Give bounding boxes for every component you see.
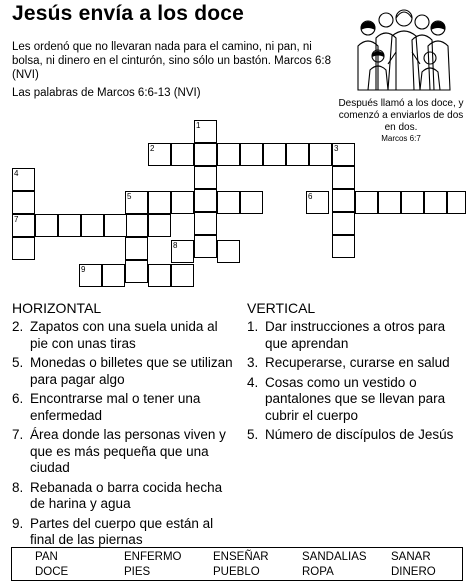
crossword-cell[interactable] (332, 212, 355, 235)
word-bank-word: ROPA (302, 566, 334, 578)
crossword-cell[interactable] (332, 235, 355, 258)
horizontal-heading: HORIZONTAL (12, 300, 102, 316)
crossword-cell[interactable] (194, 120, 217, 143)
word-bank-word: SANAR (391, 551, 431, 563)
clue-text: Área donde las personas viven y que es más pequeña que una ciudad (30, 427, 226, 475)
word-bank-word: PIES (124, 566, 151, 578)
clue-item (247, 319, 462, 352)
page-title: Jesús envía a los doce (12, 2, 245, 25)
clue-item (247, 427, 462, 444)
crossword-cell[interactable] (148, 143, 171, 166)
crossword-cell[interactable] (148, 264, 171, 287)
crossword-cell[interactable] (102, 264, 125, 287)
clue-label: 6. (12, 391, 24, 406)
crossword-cell[interactable] (194, 212, 217, 235)
clue-number: 7 (14, 215, 19, 224)
crossword-cell[interactable] (332, 143, 355, 166)
crossword-cell[interactable] (79, 264, 102, 287)
word-bank-word: SANDALIAS (302, 551, 367, 563)
horizontal-clue-list (12, 319, 234, 552)
clue-item (12, 480, 234, 513)
crossword-cell[interactable] (286, 143, 309, 166)
crossword-cell[interactable] (332, 166, 355, 189)
clue-number: 8 (173, 241, 178, 250)
clue-label: 1. (247, 319, 259, 334)
clue-number: 6 (308, 192, 313, 201)
clue-item (12, 516, 234, 549)
crossword-cell[interactable] (171, 191, 194, 214)
clue-text: Cosas como un vestido o pantalones que se llevan para cubrir el cuerpo (265, 374, 446, 423)
crossword-cell[interactable] (447, 191, 466, 214)
clue-label: 8. (12, 479, 24, 495)
clue-text: Número de discípulos de Jesús (265, 427, 454, 442)
word-bank (11, 547, 463, 581)
clue-text: Monedas o billetes que se utilizan para pagar algo (30, 355, 233, 387)
crossword-cell[interactable] (148, 191, 171, 214)
vertical-clue-list (247, 319, 462, 447)
crossword-cell[interactable] (171, 264, 194, 287)
clue-item (247, 375, 462, 425)
clue-label: 3. (247, 355, 259, 370)
clue-item (247, 355, 462, 372)
clue-number: 2 (150, 144, 155, 153)
clue-label: 5. (247, 427, 259, 442)
crossword-cell[interactable] (125, 214, 148, 237)
crossword-cell[interactable] (332, 189, 355, 212)
crossword-cell[interactable] (217, 191, 240, 214)
clue-item (12, 355, 234, 388)
word-bank-word: PAN (35, 551, 58, 563)
clue-number: 9 (81, 265, 86, 274)
crossword-cell[interactable] (263, 143, 286, 166)
crossword-cell[interactable] (81, 214, 104, 237)
clue-text: Partes del cuerpo que están al final de las piernas (30, 515, 214, 547)
clue-item (12, 319, 234, 352)
clue-text: Zapatos con una suela unida al pie con unas tiras (30, 319, 218, 351)
crossword-cell[interactable] (35, 214, 58, 237)
crossword-cell[interactable] (309, 143, 332, 166)
crossword-cell[interactable] (240, 143, 263, 166)
clue-label: 7. (12, 427, 24, 442)
vertical-heading: VERTICAL (247, 300, 316, 316)
clue-label: 9. (12, 515, 24, 531)
clue-text: Rebanada o barra cocida hecha de harina y agua (30, 479, 223, 511)
caption-reference: Marcos 6:7 (381, 134, 421, 143)
crossword-cell[interactable] (194, 235, 217, 258)
crossword-cell[interactable] (12, 214, 35, 237)
crossword-cell[interactable] (194, 189, 217, 212)
word-bank-word: PUEBLO (213, 566, 260, 578)
clue-number: 5 (127, 192, 132, 201)
clue-text: Encontrarse mal o tener una enfermedad (30, 391, 201, 423)
clue-number: 4 (14, 169, 19, 178)
clue-text: Recuperarse, curarse en salud (265, 355, 450, 370)
crossword-cell[interactable] (194, 143, 217, 166)
crossword-cell[interactable] (217, 143, 240, 166)
crossword-cell[interactable] (104, 214, 127, 237)
crossword-cell[interactable] (58, 214, 81, 237)
clue-item (12, 391, 234, 424)
word-bank-word: DINERO (391, 566, 436, 578)
crossword-cell[interactable] (125, 260, 148, 283)
clue-number: 1 (196, 121, 201, 130)
clue-text: Dar instrucciones a otros para que aprendan (265, 319, 446, 351)
clue-item (12, 427, 234, 477)
crossword-cell[interactable] (125, 237, 148, 260)
scripture-reference: Las palabras de Marcos 6:6-13 (NVI) (12, 87, 201, 99)
crossword-cell[interactable] (171, 240, 194, 263)
clue-label: 4. (247, 374, 259, 390)
clue-number: 3 (334, 144, 339, 153)
crossword-cell[interactable] (424, 191, 447, 214)
crossword-cell[interactable] (125, 191, 148, 214)
word-bank-word: DOCE (35, 566, 69, 578)
crossword-cell[interactable] (401, 191, 424, 214)
key-verse: Les ordenó que no llevaran nada para el camino, ni pan, ni bolsa, ni dinero en el cinturón, sino sólo un bastón. Marcos 6:8 (NVI) (12, 41, 331, 81)
crossword-cell[interactable] (240, 191, 263, 214)
clue-label: 5. (12, 355, 24, 370)
crossword-cell[interactable] (12, 168, 35, 191)
crossword-cell[interactable] (12, 191, 35, 214)
crossword-cell[interactable] (194, 166, 217, 189)
crossword-cell[interactable] (217, 240, 240, 263)
word-bank-word: ENSEÑAR (213, 551, 269, 563)
caption-text: Después llamó a los doce, y comenzó a enviarlos de dos en dos. (338, 98, 464, 133)
crossword-cell[interactable] (12, 237, 35, 260)
crossword-cell[interactable] (378, 191, 401, 214)
crossword-cell[interactable] (171, 143, 194, 166)
crossword-cell[interactable] (148, 214, 171, 237)
word-bank-word: ENFERMO (124, 551, 182, 563)
crossword-cell[interactable] (355, 191, 378, 214)
crossword-cell[interactable] (306, 191, 329, 214)
clue-label: 2. (12, 319, 24, 334)
